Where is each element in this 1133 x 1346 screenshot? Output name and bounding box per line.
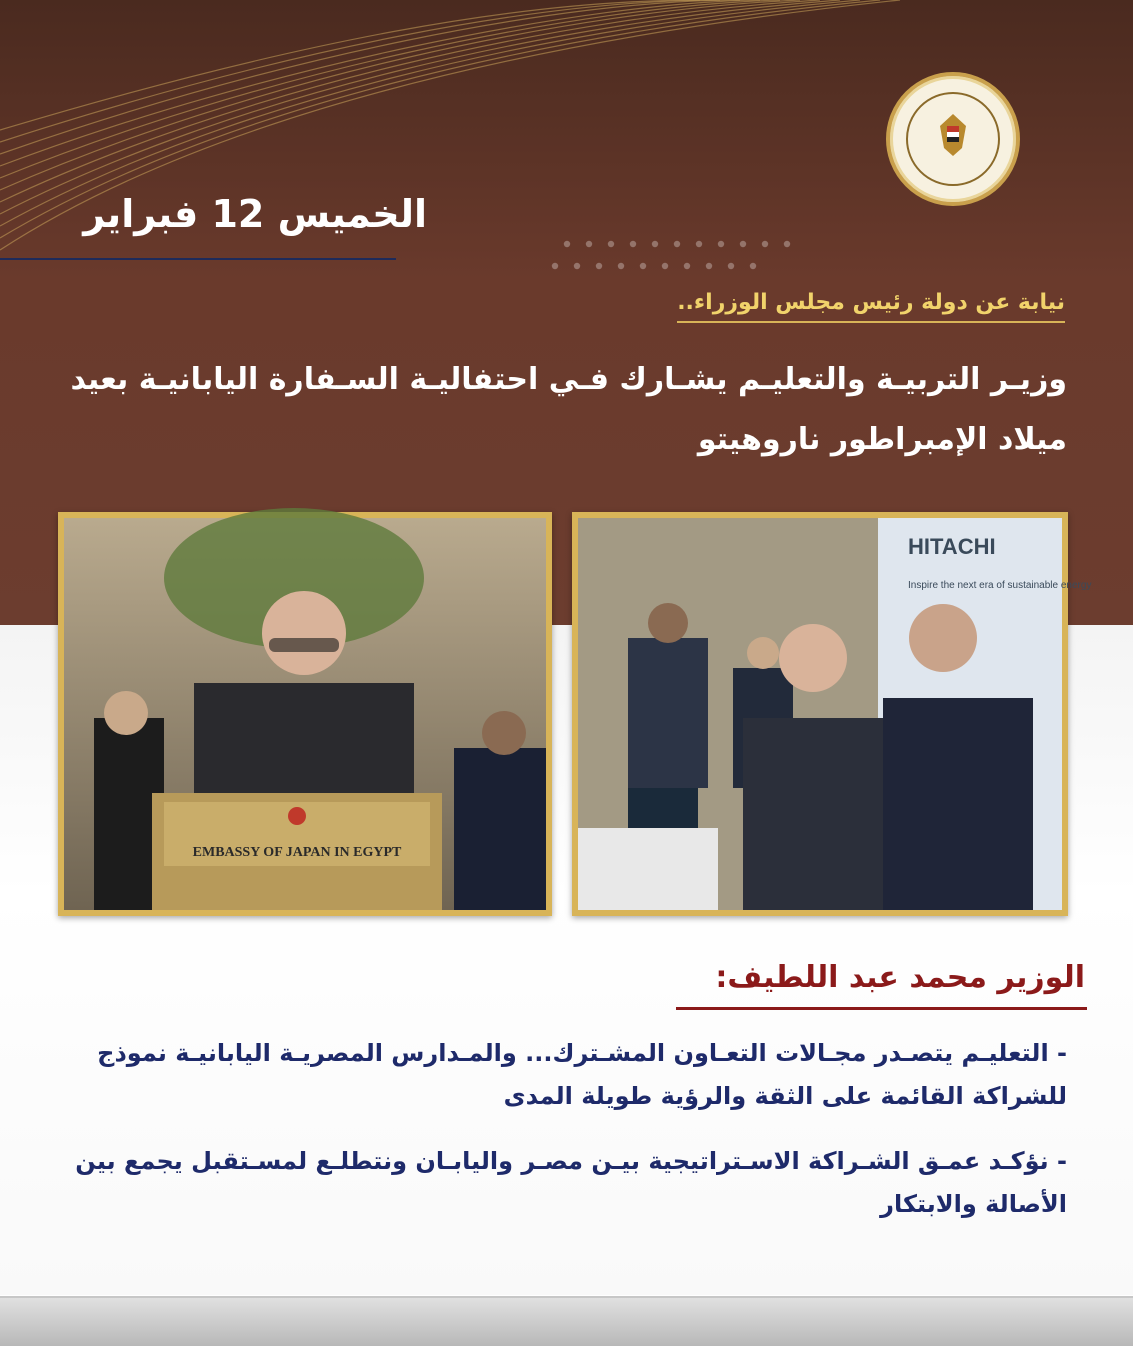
- podium-sign: EMBASSY OF JAPAN IN EGYPT: [192, 845, 402, 860]
- date-underline: [0, 258, 396, 260]
- photo-hitachi-booth: [572, 512, 1092, 916]
- booth-photo-illustration: [578, 518, 1092, 910]
- bullet-item: - نؤكـد عمـق الشـراكة الاسـتراتيجية بيـن مصـر واليابـان ونتطلـع لمسـتقبل يجمع بين الأصالة والابتكار: [75, 1147, 1067, 1218]
- bullet-item: - التعليـم يتصـدر مجـالات التعـاون المشـترك... والمـدارس المصريـة اليابانيـة نموذج للشراكة القائمة على الثقة والرؤية طويلة المدى: [97, 1039, 1067, 1110]
- headline: وزيـر التربيـة والتعليـم يشـارك فـي احتفاليـة السـفارة اليابانيـة بعيد ميلاد الإمبراطور ناروهيتو: [70, 362, 1067, 457]
- photo-embassy-speech: [58, 512, 552, 916]
- kicker-line: نيابة عن دولة رئيس مجلس الوزراء..: [677, 290, 1065, 323]
- speaker-underline: [676, 1007, 1087, 1010]
- statement-bullets: [52, 1032, 1067, 1248]
- footer-bar: [0, 1296, 1133, 1346]
- date-title: الخميس 12 فبراير: [83, 192, 427, 236]
- speaker-heading: الوزير محمد عبد اللطيف:: [715, 960, 1085, 995]
- speech-photo-illustration: [64, 518, 546, 910]
- ministry-seal-icon: [890, 76, 1016, 202]
- hitachi-banner-brand: HITACHI: [908, 534, 996, 559]
- ministry-logo: [886, 72, 1020, 206]
- decorative-dots: [555, 236, 805, 272]
- hitachi-banner-tagline: Inspire the next era of sustainable energy: [908, 580, 1092, 591]
